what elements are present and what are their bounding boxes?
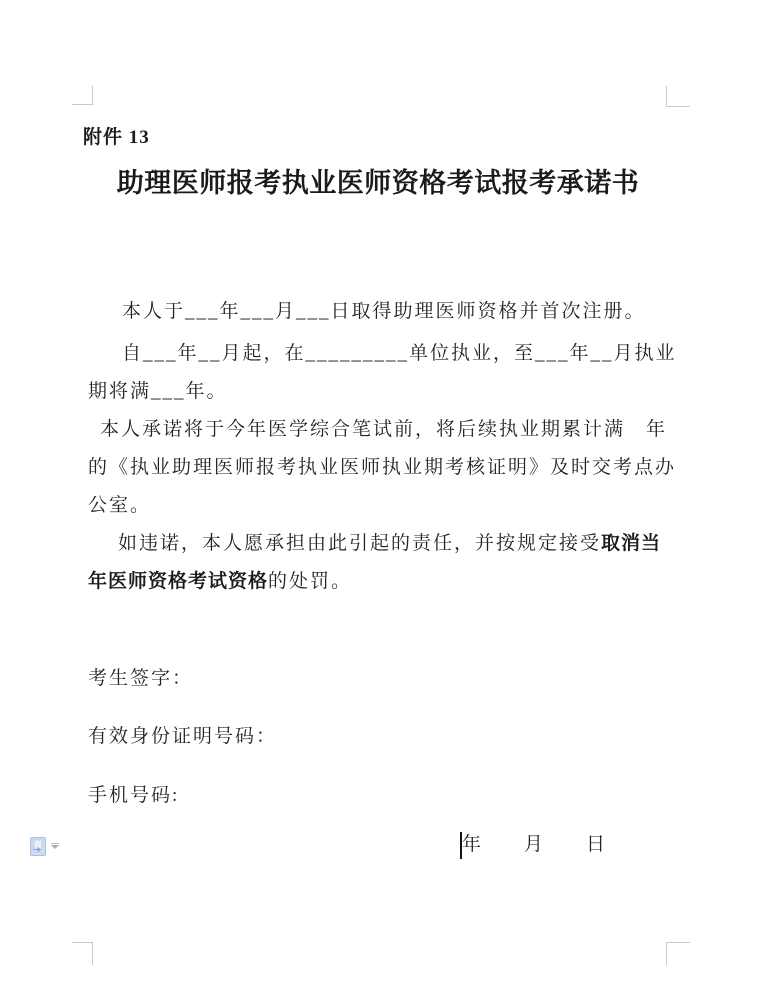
attachment-label: 附件 13 — [83, 127, 150, 148]
paragraph-line: 本人于___年___月___日取得助理医师资格并首次注册。 — [122, 301, 646, 322]
paragraph-line — [88, 525, 670, 563]
paragraph-run-bold: 取消当 — [601, 533, 662, 554]
date-month-label: 月 — [524, 834, 544, 855]
paragraph-line: 本人承诺将于今年医学综合笔试前，将后续执业期累计满 年 — [100, 419, 668, 440]
paragraph-line: 的《执业助理医师报考执业医师执业期考核证明》及时交考点办 — [88, 457, 677, 478]
paragraph-run-bold: 年医师资格考试资格 — [88, 571, 269, 592]
document-body — [88, 293, 677, 601]
paragraph-line: 自___年__月起，在_________单位执业，至___年__月执业 — [122, 343, 677, 364]
crop-mark-top-left — [72, 86, 93, 105]
paragraph-line: 公室。 — [88, 495, 152, 516]
paragraph-run: 如违诺，本人愿承担由此引起的责任，并按规定接受 — [118, 533, 602, 554]
phone-number-label: 手机号码: — [88, 785, 180, 806]
paragraph-line — [88, 563, 670, 601]
paragraph-line: 期将满___年。 — [88, 381, 228, 402]
page-title: 助理医师报考执业医师资格考试报考承诺书 — [116, 168, 640, 198]
paste-options-icon — [30, 837, 46, 856]
crop-mark-top-right — [666, 86, 690, 107]
chevron-down-icon — [51, 845, 59, 849]
paragraph-run: 的处罚。 — [268, 571, 353, 592]
paste-options-button[interactable] — [30, 837, 59, 856]
crop-mark-bottom-right — [666, 942, 690, 965]
date-line — [462, 834, 605, 856]
id-number-label: 有效身份证明号码： — [88, 726, 278, 747]
crop-mark-bottom-left — [72, 942, 93, 965]
signer-label: 考生签字： — [88, 668, 194, 689]
date-day-label: 日 — [586, 834, 606, 855]
date-year-label: 年 — [462, 834, 482, 855]
